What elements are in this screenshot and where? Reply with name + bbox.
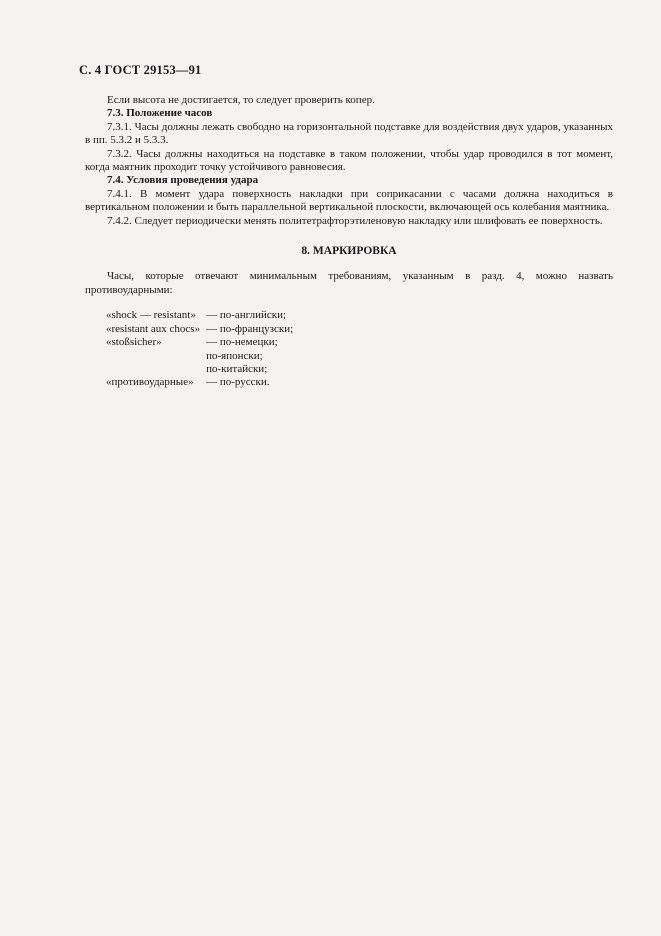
term-language: — по-английски; <box>206 309 287 322</box>
term-language: — по-русски. <box>206 376 270 389</box>
term-row <box>106 363 293 376</box>
section-8-intro: Часы, которые отвечают минимальным требованиям, указанным в разд. 4, можно назвать противоударными: <box>85 270 613 296</box>
term-text: «resistant aux chocs» <box>106 322 201 335</box>
document-body <box>85 94 613 390</box>
paragraph-7-3-2: 7.3.2. Часы должны находиться на подставке в таком положении, чтобы удар проводился в тот момент, когда маятник проходит точку устойчивого равновесия. <box>85 147 613 174</box>
term-row <box>106 323 293 336</box>
paragraph-7-4-1: 7.4.1. В момент удара поверхность накладки при соприкасании с часами должна находиться в вертикальном положении и быть параллельной вертикальной плоскости, включающей ось колебания маятника. <box>85 187 613 214</box>
term-text <box>106 363 206 376</box>
term-row <box>106 309 293 322</box>
paragraph-7-4-2: 7.4.2. Следует периодически менять политетрафторэтиленовую накладку или шлифовать ее поверхность. <box>107 214 603 227</box>
term-language: по-китайски; <box>206 362 268 375</box>
section-8-title: 8. МАРКИРОВКА <box>301 245 397 258</box>
marking-terms-table <box>106 309 293 389</box>
term-language: — по-немецки; <box>206 336 278 349</box>
page-header: С. 4 ГОСТ 29153—91 <box>79 63 202 77</box>
term-language: — по-французски; <box>206 322 294 335</box>
heading-7-3: 7.3. Положение часов <box>107 107 213 120</box>
paragraph-7-3-1: 7.3.1. Часы должны лежать свободно на горизонтальной подставке для воздействия двух ударов, указанных в пп. 5.3.2 и 5.3.3. <box>85 120 613 147</box>
heading-7-4: 7.4. Условия проведения удара <box>107 174 259 187</box>
term-language: по-японски; <box>206 349 263 362</box>
term-row <box>106 336 293 349</box>
term-row <box>106 350 293 363</box>
term-row <box>106 376 293 389</box>
term-text: «shock — resistant» <box>106 309 196 322</box>
paragraph-height-check: Если высота не достигается, то следует проверить копер. <box>107 94 375 106</box>
term-text: «противоударные» <box>106 376 194 389</box>
term-text: «stoßsicher» <box>106 336 162 349</box>
term-text <box>106 350 206 363</box>
